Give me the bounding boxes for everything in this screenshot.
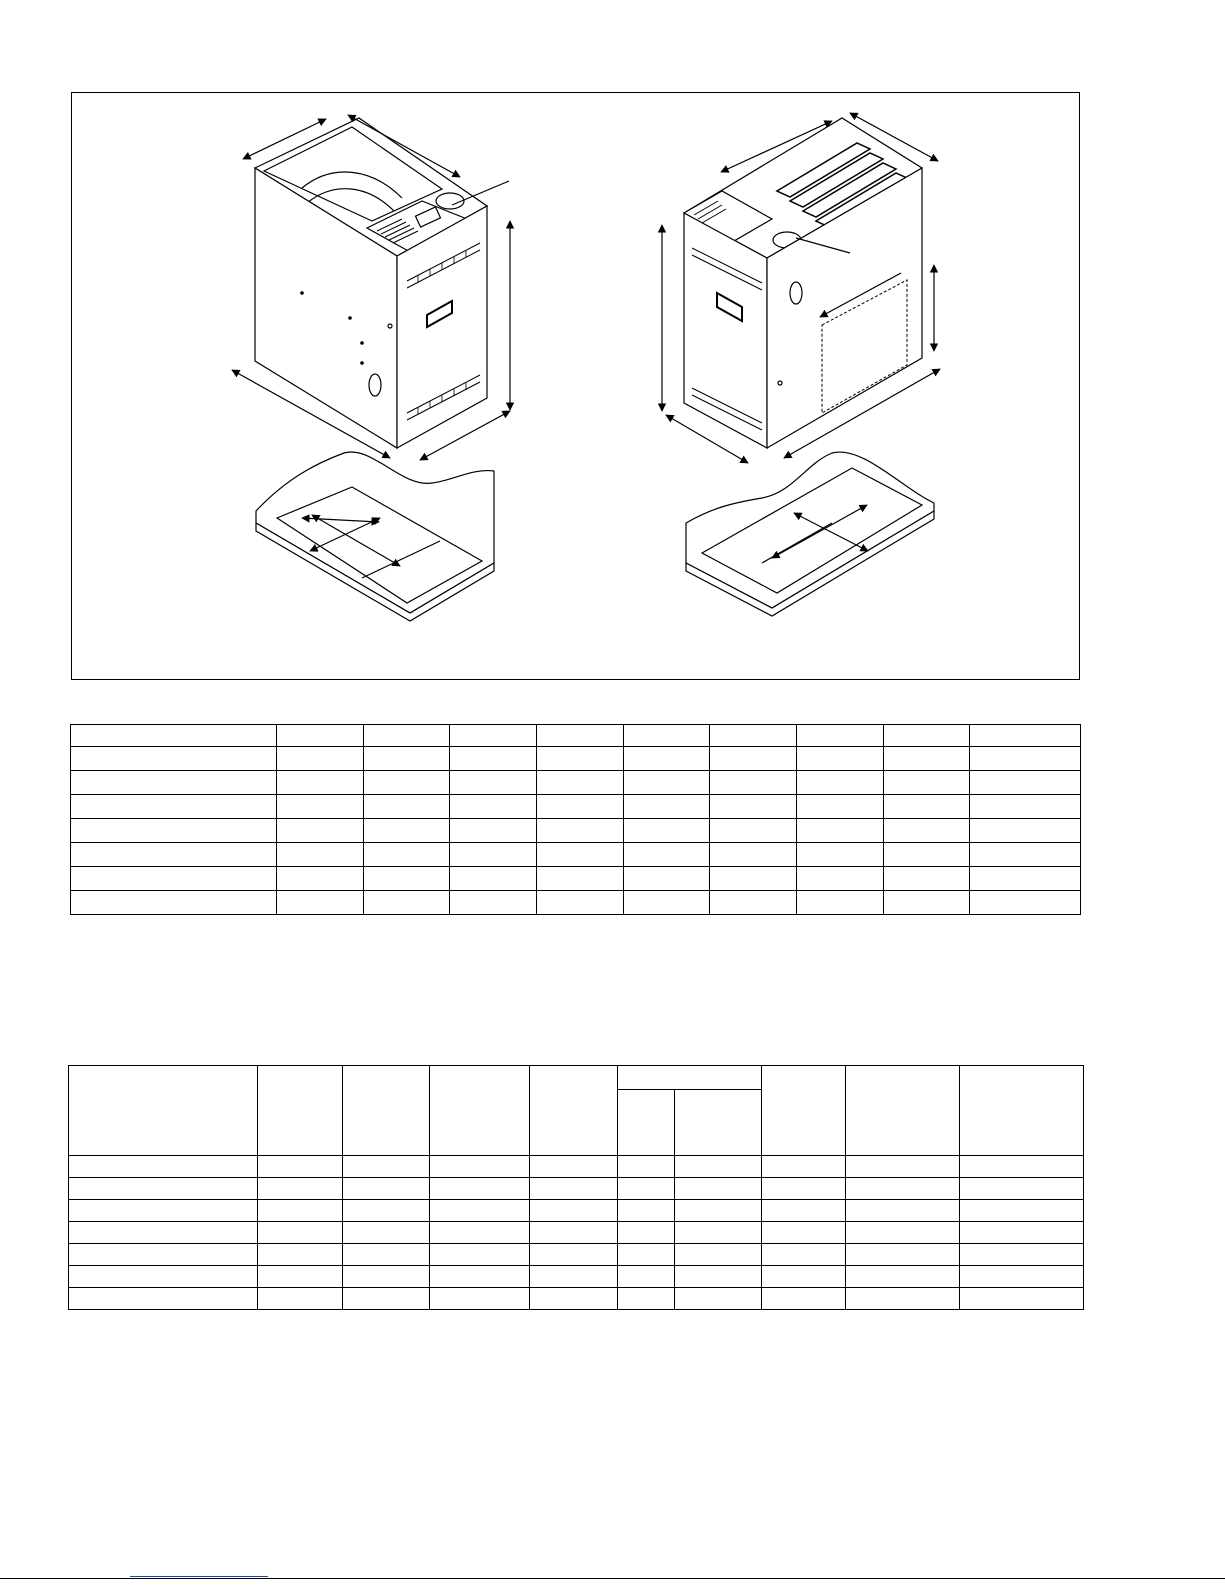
specs-table-row — [69, 1244, 1084, 1266]
dimensions-table-cell — [883, 747, 970, 771]
dimensions-table-cell — [537, 843, 624, 867]
specs-table-cell — [430, 1222, 530, 1244]
dimensions-table-cell — [450, 771, 537, 795]
dimensions-table-cell — [796, 891, 883, 915]
dimensions-table-cell — [623, 771, 710, 795]
specs-table-cell — [675, 1156, 762, 1178]
specs-table-cell — [675, 1266, 762, 1288]
specs-header-cell — [69, 1066, 258, 1156]
specs-header-cell — [430, 1066, 530, 1156]
dimensions-table-cell — [450, 819, 537, 843]
specs-table-cell — [762, 1200, 846, 1222]
dimensions-table-cell — [277, 771, 364, 795]
specs-table-cell — [845, 1222, 959, 1244]
dimensions-table-cell — [71, 819, 277, 843]
dimensions-table-row — [71, 771, 1081, 795]
dimensions-table-cell — [363, 819, 450, 843]
dimensions-table-cell — [277, 795, 364, 819]
specs-table-cell — [430, 1156, 530, 1178]
dimensions-table-cell — [970, 747, 1081, 771]
specs-table-cell — [617, 1178, 675, 1200]
specs-table-cell — [959, 1156, 1083, 1178]
dimensions-table-cell — [970, 867, 1081, 891]
dimensions-table-cell — [623, 819, 710, 843]
specs-table-cell — [343, 1288, 430, 1310]
dimensions-table-cell — [970, 725, 1081, 747]
dimensions-table-row — [71, 795, 1081, 819]
return-air-base-right-icon — [686, 452, 934, 616]
dimensions-table-cell — [623, 725, 710, 747]
specs-subheader-cell — [617, 1090, 675, 1156]
dimensions-table-cell — [537, 725, 624, 747]
dimensions-table-cell — [537, 771, 624, 795]
dimensions-table-cell — [363, 891, 450, 915]
furnace-cabinet-with-heat-exchanger-icon — [662, 113, 940, 463]
specs-table-cell — [343, 1266, 430, 1288]
dimensions-table-cell — [537, 747, 624, 771]
dimensions-table-cell — [71, 771, 277, 795]
specs-table-cell — [430, 1266, 530, 1288]
specs-header-cell — [959, 1066, 1083, 1156]
specs-table-cell — [530, 1156, 618, 1178]
specs-table-cell — [762, 1222, 846, 1244]
specs-table-row — [69, 1200, 1084, 1222]
dimensions-table-cell — [363, 771, 450, 795]
specs-table-cell — [845, 1244, 959, 1266]
specs-table-cell — [617, 1222, 675, 1244]
specs-table-cell — [845, 1156, 959, 1178]
specs-table-cell — [617, 1156, 675, 1178]
dimensions-table-cell — [363, 867, 450, 891]
dimensions-table-cell — [450, 891, 537, 915]
dimensions-table-cell — [363, 843, 450, 867]
specs-header-row — [69, 1066, 1084, 1090]
specs-table-cell — [762, 1244, 846, 1266]
dimensions-table-cell — [363, 795, 450, 819]
dimension-figure — [72, 93, 1081, 681]
specs-table-cell — [762, 1178, 846, 1200]
specs-table-cell — [430, 1178, 530, 1200]
dimensions-table-cell — [537, 819, 624, 843]
specs-table-cell — [530, 1178, 618, 1200]
specs-table-cell — [430, 1244, 530, 1266]
dimensions-table-cell — [970, 795, 1081, 819]
specs-table-row — [69, 1178, 1084, 1200]
dimensions-table-cell — [796, 843, 883, 867]
specs-table-cell — [530, 1266, 618, 1288]
dimensions-table-cell — [450, 843, 537, 867]
dimensions-table-cell — [710, 747, 797, 771]
dimensions-table-row — [71, 747, 1081, 771]
dimensions-table-cell — [710, 843, 797, 867]
specs-table-cell — [69, 1200, 258, 1222]
specs-header-cell — [845, 1066, 959, 1156]
dimensions-table-cell — [277, 725, 364, 747]
dimensions-table-cell — [796, 771, 883, 795]
specs-header-cell — [257, 1066, 343, 1156]
dimensions-table-cell — [710, 891, 797, 915]
specs-table-cell — [257, 1222, 343, 1244]
specs-table-cell — [959, 1288, 1083, 1310]
specs-table-cell — [257, 1156, 343, 1178]
dimensions-table-cell — [883, 867, 970, 891]
specs-table-cell — [845, 1200, 959, 1222]
dimensions-table-row — [71, 843, 1081, 867]
specs-table-cell — [430, 1288, 530, 1310]
specs-table-row — [69, 1288, 1084, 1310]
dimensions-table-row — [71, 891, 1081, 915]
dimensions-table-cell — [710, 795, 797, 819]
specs-table-cell — [69, 1178, 258, 1200]
dimensions-table-row — [71, 725, 1081, 747]
specs-table-cell — [430, 1200, 530, 1222]
dimensions-table-cell — [796, 795, 883, 819]
dimensions-table-row — [71, 867, 1081, 891]
specs-table-cell — [343, 1156, 430, 1178]
dimensions-table-cell — [71, 747, 277, 771]
dimensions-table-cell — [623, 891, 710, 915]
specs-table-cell — [257, 1266, 343, 1288]
specs-table-row — [69, 1156, 1084, 1178]
specs-table-row — [69, 1266, 1084, 1288]
dimensions-table-cell — [970, 771, 1081, 795]
dimensions-table-cell — [623, 795, 710, 819]
specs-table-cell — [343, 1244, 430, 1266]
footer-divider — [0, 1578, 1225, 1579]
specs-table-cell — [675, 1288, 762, 1310]
specs-table-cell — [69, 1288, 258, 1310]
specs-table-cell — [617, 1266, 675, 1288]
dimensions-table-cell — [710, 725, 797, 747]
specs-table-cell — [530, 1200, 618, 1222]
specs-table-row — [69, 1222, 1084, 1244]
dimensions-table-cell — [970, 843, 1081, 867]
dimensions-table-cell — [883, 771, 970, 795]
specs-table-cell — [845, 1178, 959, 1200]
specs-table-cell — [617, 1244, 675, 1266]
specs-header-group-cell — [617, 1066, 761, 1090]
specs-table-cell — [530, 1288, 618, 1310]
dimensions-table-cell — [623, 867, 710, 891]
specs-table-cell — [69, 1156, 258, 1178]
specs-table-cell — [69, 1222, 258, 1244]
dimensions-table-cell — [883, 843, 970, 867]
dimensions-table-cell — [796, 819, 883, 843]
dimensions-table-cell — [450, 747, 537, 771]
specs-table-cell — [959, 1244, 1083, 1266]
dimensions-table-row — [71, 819, 1081, 843]
dimensions-table-cell — [277, 891, 364, 915]
specs-table-cell — [675, 1200, 762, 1222]
specs-table-cell — [530, 1244, 618, 1266]
dimensions-table-cell — [883, 891, 970, 915]
specs-table-cell — [69, 1266, 258, 1288]
specifications-table — [68, 1065, 1084, 1310]
dimensions-table-cell — [623, 843, 710, 867]
specs-table-cell — [530, 1222, 618, 1244]
specs-table-cell — [257, 1200, 343, 1222]
furnace-cabinet-upflow-icon — [232, 115, 510, 460]
dimensions-table-cell — [277, 867, 364, 891]
dimensions-table-cell — [710, 771, 797, 795]
specs-table-cell — [617, 1200, 675, 1222]
dimensions-table-cell — [71, 795, 277, 819]
dimensions-table-cell — [71, 867, 277, 891]
specs-table-cell — [762, 1288, 846, 1310]
dimensions-table-cell — [537, 867, 624, 891]
specs-table-cell — [762, 1156, 846, 1178]
dimensions-table-cell — [796, 747, 883, 771]
dimensions-table-cell — [970, 891, 1081, 915]
specs-table-cell — [959, 1200, 1083, 1222]
dimensions-table-cell — [710, 867, 797, 891]
specs-table-cell — [675, 1178, 762, 1200]
dimensions-table-cell — [71, 843, 277, 867]
specs-table-cell — [69, 1244, 258, 1266]
dimensions-table-cell — [71, 725, 277, 747]
dimensions-table-cell — [277, 747, 364, 771]
specs-table-cell — [617, 1288, 675, 1310]
dimensions-table-cell — [71, 891, 277, 915]
dimensions-table-cell — [450, 795, 537, 819]
dimensions-table-cell — [363, 725, 450, 747]
specs-header-cell — [530, 1066, 618, 1156]
dimensions-table-cell — [537, 795, 624, 819]
specs-table-cell — [257, 1244, 343, 1266]
dimensions-table-cell — [796, 725, 883, 747]
specs-subheader-cell — [675, 1090, 762, 1156]
specs-table-cell — [343, 1178, 430, 1200]
specs-table-cell — [257, 1178, 343, 1200]
specs-table-cell — [675, 1222, 762, 1244]
dimensions-table-cell — [883, 795, 970, 819]
dimensions-table-cell — [623, 747, 710, 771]
specs-table-cell — [845, 1266, 959, 1288]
dimensions-table-cell — [537, 891, 624, 915]
dimensions-table-cell — [277, 843, 364, 867]
specs-table-cell — [845, 1288, 959, 1310]
dimensions-table-cell — [450, 725, 537, 747]
specs-table-cell — [959, 1178, 1083, 1200]
dimensions-table-cell — [883, 725, 970, 747]
specs-table-cell — [762, 1266, 846, 1288]
specs-header-cell — [762, 1066, 846, 1156]
specs-table-cell — [343, 1200, 430, 1222]
dimensions-table-cell — [796, 867, 883, 891]
dimensions-table-cell — [970, 819, 1081, 843]
dimensions-table-cell — [363, 747, 450, 771]
return-air-base-left-icon — [256, 452, 494, 621]
dimensions-table — [70, 724, 1081, 915]
specs-table-cell — [257, 1288, 343, 1310]
footer-link[interactable] — [130, 1576, 268, 1577]
specs-table-cell — [675, 1244, 762, 1266]
dimensions-table-cell — [277, 819, 364, 843]
dimension-figure-frame — [71, 92, 1080, 680]
specs-table-cell — [959, 1222, 1083, 1244]
dimensions-table-cell — [710, 819, 797, 843]
dimensions-table-cell — [883, 819, 970, 843]
specs-table-cell — [959, 1266, 1083, 1288]
specs-header-cell — [343, 1066, 430, 1156]
specs-table-cell — [343, 1222, 430, 1244]
dimensions-table-cell — [450, 867, 537, 891]
